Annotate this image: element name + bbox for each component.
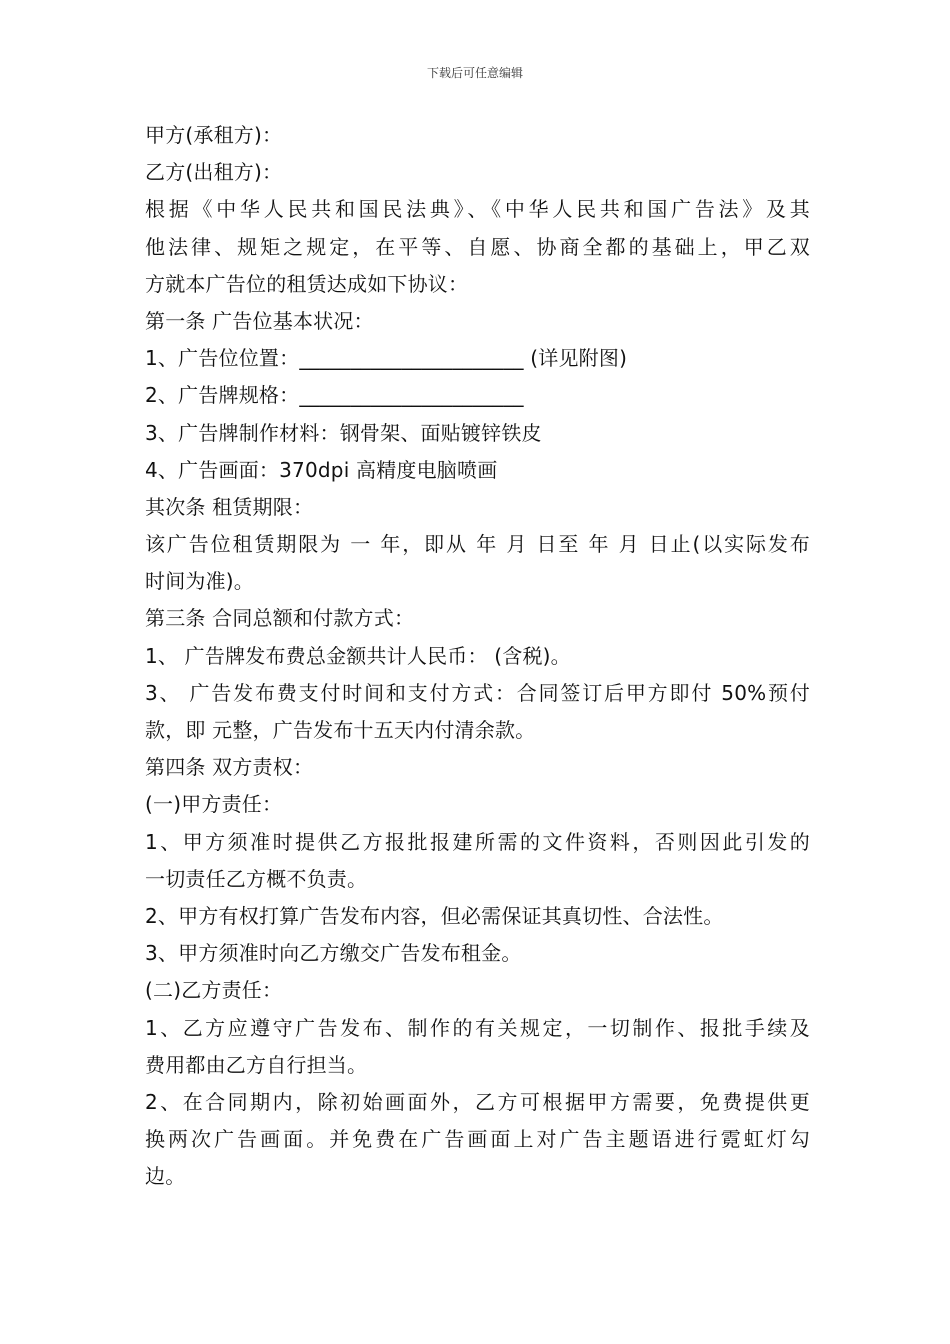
document-line: 第三条 合同总额和付款方式： bbox=[145, 606, 415, 631]
document-line: 1、乙方应遵守广告发布、制作的有关规定，一切制作、报批手续及 bbox=[145, 1015, 810, 1040]
document-line: 1、广告位位置：______________________ (详见附图) bbox=[145, 346, 628, 371]
document-line: 一切责任乙方概不负责。 bbox=[145, 866, 368, 891]
document-line: 其次条 租赁期限： bbox=[145, 494, 314, 519]
document-line: 边。 bbox=[145, 1164, 186, 1189]
document-line: 根据《中华人民共和国民法典》、《中华人民共和国广告法》及其 bbox=[145, 197, 810, 222]
page-header: 下载后可任意编辑 bbox=[426, 66, 523, 80]
document-line: (一)甲方责任： bbox=[145, 792, 283, 817]
document-line: 换两次广告画面。并免费在广告画面上对广告主题语进行霓虹灯勾 bbox=[145, 1127, 810, 1152]
document-line: 2、在合同期内，除初始画面外，乙方可根据甲方需要，免费提供更 bbox=[145, 1089, 810, 1114]
document-line: 第一条 广告位基本状况： bbox=[145, 308, 374, 333]
document-line: 3、甲方须准时向乙方缴交广告发布租金。 bbox=[145, 941, 522, 966]
document-line: 2、广告牌规格：______________________ bbox=[145, 383, 524, 408]
document-line: 款，即 元整，广告发布十五天内付清余款。 bbox=[145, 718, 536, 742]
document-line: 乙方(出租方)： bbox=[145, 160, 283, 185]
document-line: 时间为准)。 bbox=[145, 569, 255, 594]
document-line: (二)乙方责任： bbox=[145, 978, 283, 1003]
document-line: 第四条 双方责权： bbox=[145, 755, 314, 780]
document-body bbox=[145, 117, 810, 1195]
document-line: 费用都由乙方自行担当。 bbox=[145, 1052, 368, 1077]
document-line: 3、广告牌制作材料：钢骨架、面贴镀锌铁皮 bbox=[145, 420, 542, 445]
document-line: 1、 广告牌发布费总金额共计人民币： (含税)。 bbox=[145, 643, 571, 668]
document-line: 2、甲方有权打算广告发布内容，但必需保证其真切性、合法性。 bbox=[145, 903, 724, 928]
document-line: 3、 广告发布费支付时间和支付方式：合同签订后甲方即付 50%预付 bbox=[145, 680, 810, 705]
document-line: 该广告位租赁期限为 一 年，即从 年 月 日至 年 月 日止(以实际发布 bbox=[145, 532, 810, 557]
document-line: 4、广告画面：370dpi 高精度电脑喷画 bbox=[145, 457, 498, 482]
document-line: 他法律、规矩之规定，在平等、自愿、协商全都的基础上，甲乙双 bbox=[145, 234, 810, 259]
document-line: 1、甲方须准时提供乙方报批报建所需的文件资料，否则因此引发的 bbox=[145, 829, 810, 854]
document-line: 方就本广告位的租赁达成如下协议： bbox=[145, 271, 469, 296]
document-line: 甲方(承租方)： bbox=[145, 123, 283, 147]
